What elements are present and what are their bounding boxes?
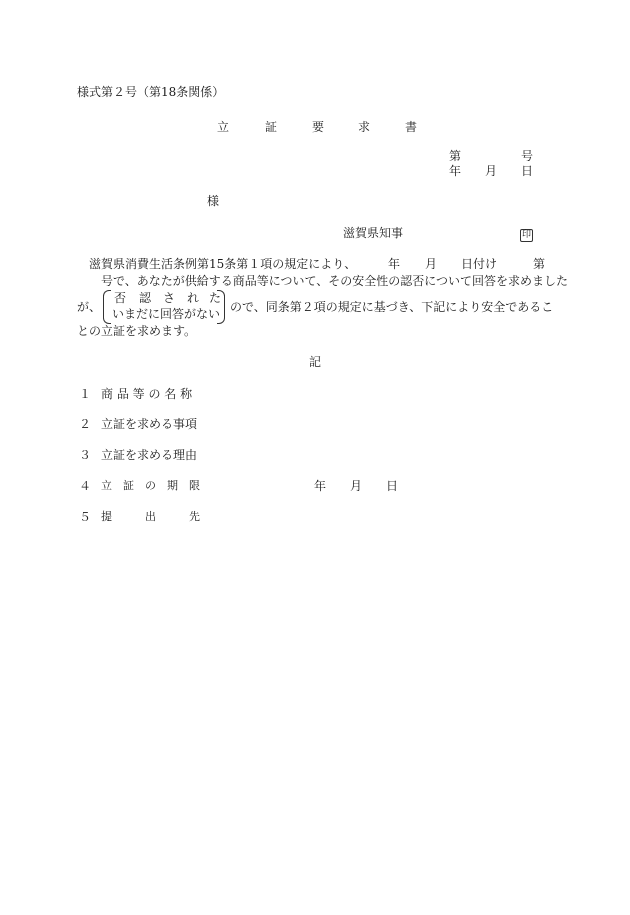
item-4-label: 立 証 の 期 限 bbox=[101, 479, 200, 492]
date-day: 日 bbox=[521, 164, 534, 178]
body-line-1-dai: 第 bbox=[533, 257, 546, 271]
date-month: 月 bbox=[485, 164, 498, 178]
doc-title-char-4: 求 bbox=[358, 120, 371, 134]
doc-title-char-5: 書 bbox=[405, 120, 418, 134]
body-line-1-month: 月 bbox=[425, 257, 438, 271]
doc-title-char-3: 要 bbox=[312, 120, 325, 134]
doc-title-char-1: 立 bbox=[217, 120, 230, 134]
item-5-num: ５ bbox=[79, 510, 92, 524]
item-3-label: 立証を求める理由 bbox=[101, 448, 198, 462]
addressee-suffix: 様 bbox=[207, 194, 220, 208]
item-2-label: 立証を求める事項 bbox=[101, 417, 198, 431]
item-1-label: 商 品 等 の 名 称 bbox=[101, 387, 193, 401]
seal-mark bbox=[520, 225, 533, 242]
deadline-year: 年 bbox=[314, 479, 327, 493]
body-line-4: との立証を求めます。 bbox=[77, 324, 197, 338]
body-line-2: 号で、あなたが供給する商品等について、その安全性の認否について回答を求めました bbox=[101, 274, 569, 288]
brace-top-char-4: れ bbox=[187, 291, 200, 305]
item-5-label: 提 出 先 bbox=[101, 510, 200, 523]
body-line-1-year: 年 bbox=[388, 257, 401, 271]
issuer-name: 滋賀県知事 bbox=[343, 226, 404, 240]
item-2-num: ２ bbox=[79, 417, 92, 431]
brace-bottom-text: いまだに回答がない bbox=[112, 307, 221, 321]
item-4-num: ４ bbox=[79, 479, 92, 493]
deadline-month: 月 bbox=[350, 479, 363, 493]
alternative-brace bbox=[103, 290, 225, 324]
body-line-1-day: 日付け bbox=[461, 257, 498, 271]
body-line-1: 滋賀県消費生活条例第15条第１項の規定により、 bbox=[89, 257, 357, 271]
doc-number-dai: 第 bbox=[449, 149, 462, 163]
brace-top-char-3: さ bbox=[163, 291, 176, 305]
body-line-3-pre: が、 bbox=[77, 300, 102, 314]
seal-icon: 印 bbox=[521, 230, 531, 240]
date-year: 年 bbox=[449, 164, 462, 178]
item-1-num: １ bbox=[79, 387, 92, 401]
deadline-day: 日 bbox=[386, 479, 399, 493]
brace-top-char-5: た bbox=[209, 291, 222, 305]
brace-top-char-1: 否 bbox=[114, 291, 127, 305]
doc-number-go: 号 bbox=[521, 149, 534, 163]
item-3-num: ３ bbox=[79, 448, 92, 462]
brace-top-char-2: 認 bbox=[139, 291, 152, 305]
body-line-3-post: ので、同条第２項の規定に基づき、下記により安全であるこ bbox=[230, 300, 554, 314]
form-label: 様式第２号（第18条関係） bbox=[77, 85, 225, 99]
ki-heading: 記 bbox=[309, 355, 322, 369]
doc-title-char-2: 証 bbox=[265, 120, 278, 134]
left-bracket bbox=[103, 290, 111, 324]
